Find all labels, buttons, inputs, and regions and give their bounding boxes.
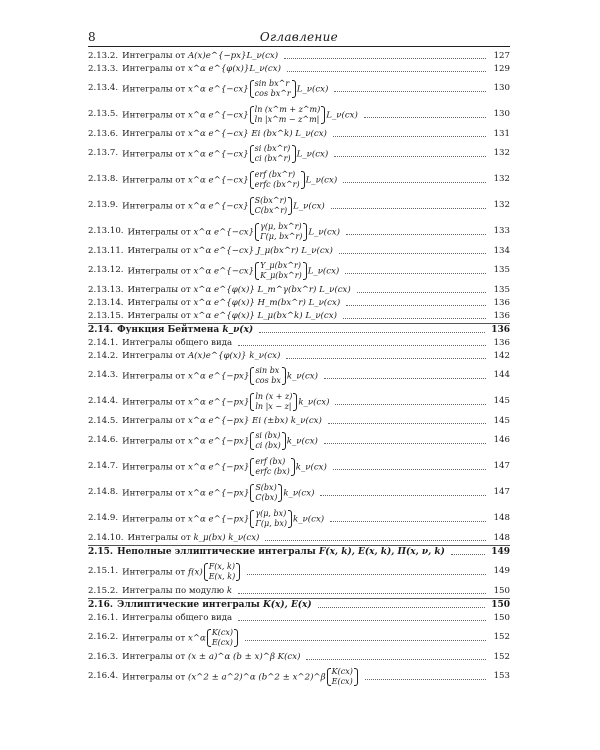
entry-formula-suffix: k_ν(cx) bbox=[286, 436, 318, 447]
entry-title bbox=[128, 222, 340, 242]
toc-entry-row[interactable] bbox=[88, 258, 510, 284]
entry-title bbox=[122, 614, 232, 624]
entry-page: 148 bbox=[493, 513, 510, 524]
dot-leader bbox=[320, 495, 486, 496]
entry-page: 135 bbox=[493, 284, 510, 295]
entry-title bbox=[117, 547, 445, 557]
entry-page: 150 bbox=[493, 612, 510, 623]
entry-title bbox=[117, 600, 312, 610]
entry-number: 2.16.1. bbox=[88, 612, 119, 623]
brace-line: si (bx) bbox=[255, 431, 281, 440]
entry-page: 136 bbox=[493, 297, 510, 308]
entry-number: 2.14.4. bbox=[88, 396, 119, 407]
brace-line: E(cx) bbox=[211, 638, 233, 647]
entry-page: 136 bbox=[493, 310, 510, 321]
entry-formula-suffix: k_ν(cx) bbox=[295, 462, 327, 473]
toc-entry-row[interactable] bbox=[88, 480, 510, 506]
brace-group bbox=[250, 170, 305, 190]
toc-entry-row[interactable] bbox=[88, 651, 510, 664]
brace-line: Γ(μ, bx) bbox=[255, 519, 288, 528]
entry-title bbox=[122, 457, 327, 477]
entry-formula-suffix: L_ν(cx) bbox=[305, 175, 338, 186]
brace-group bbox=[250, 105, 326, 125]
brace-line: Γ(μ, bx^r) bbox=[260, 232, 303, 241]
entry-title bbox=[122, 170, 337, 190]
entry-number: 2.14.2. bbox=[88, 350, 119, 361]
dot-leader bbox=[345, 273, 486, 274]
entry-formula-suffix: k_ν(cx) bbox=[283, 488, 315, 499]
entry-formula: k_μ(bx) k_ν(cx) bbox=[193, 532, 260, 543]
dot-leader bbox=[333, 469, 486, 470]
brace-line: sin bx bbox=[255, 366, 280, 375]
toc-entry-row[interactable] bbox=[88, 63, 510, 76]
dot-leader bbox=[238, 345, 486, 346]
entry-prefix: Интегралы от bbox=[122, 175, 188, 186]
entry-prefix: Интегралы от bbox=[127, 310, 194, 321]
brace-line: sin bx^r bbox=[254, 79, 290, 88]
entry-formula: x^α e^{−cx} bbox=[187, 201, 249, 212]
entry-page: 150 bbox=[493, 585, 510, 596]
dot-leader bbox=[330, 521, 486, 522]
entry-title bbox=[122, 196, 325, 216]
entry-number: 2.14.7. bbox=[88, 461, 119, 472]
brace-line: ln |x^m − z^m| bbox=[254, 115, 320, 124]
entry-formula: K(x), E(x) bbox=[262, 600, 312, 611]
toc-entry-row[interactable] bbox=[88, 245, 510, 258]
toc-entry-row[interactable] bbox=[88, 612, 510, 625]
brace-line: E(cx) bbox=[331, 677, 353, 686]
brace-group bbox=[250, 196, 293, 216]
entry-title bbox=[122, 628, 239, 648]
toc-entry-row[interactable] bbox=[88, 363, 510, 389]
entry-prefix: Интегралы от bbox=[122, 50, 188, 61]
entry-page: 136 bbox=[493, 337, 510, 348]
brace-group bbox=[255, 222, 307, 242]
entry-number: 2.13.9. bbox=[88, 200, 119, 211]
entry-prefix: Интегралы от bbox=[127, 284, 194, 295]
entry-formula-suffix: k_ν(cx) bbox=[298, 397, 330, 408]
brace-line: ln (x^m + z^m) bbox=[254, 105, 321, 114]
entry-formula-suffix: k_ν(cx) bbox=[293, 514, 325, 525]
dot-leader bbox=[334, 91, 486, 92]
brace-group bbox=[255, 261, 307, 281]
dot-leader bbox=[318, 607, 486, 608]
entry-formula: x^α e^{−px} bbox=[187, 436, 250, 447]
entry-title bbox=[122, 105, 358, 125]
entry-page: 147 bbox=[493, 461, 510, 472]
toc-entry-row[interactable] bbox=[88, 76, 510, 102]
entry-title bbox=[122, 352, 280, 362]
entry-formula: x^α e^{−cx} bbox=[187, 149, 249, 160]
toc-entry-row[interactable] bbox=[88, 50, 510, 63]
entry-prefix: Неполные эллиптические интегралы bbox=[117, 547, 319, 558]
dot-leader bbox=[343, 182, 486, 183]
entry-number: 2.15.2. bbox=[88, 585, 119, 596]
brace-line: ln |x − z| bbox=[255, 402, 292, 411]
entry-page: 152 bbox=[493, 632, 510, 643]
entry-title bbox=[122, 79, 328, 99]
dot-leader bbox=[346, 305, 486, 306]
toc-entry-row[interactable] bbox=[88, 141, 510, 167]
entry-formula: x^α e^{−px} bbox=[187, 462, 250, 473]
entry-prefix: Интегралы от bbox=[122, 651, 188, 662]
brace-group bbox=[207, 628, 238, 648]
entry-page: 148 bbox=[493, 532, 510, 543]
entry-prefix: Интегралы от bbox=[122, 201, 188, 212]
entry-number: 2.14.1. bbox=[88, 337, 119, 348]
entry-title bbox=[122, 366, 318, 386]
entry-prefix: Интегралы по модулю bbox=[122, 585, 227, 596]
entry-prefix: Интегралы общего вида bbox=[122, 337, 233, 348]
dot-leader bbox=[259, 332, 485, 333]
entry-title bbox=[122, 392, 329, 412]
entry-number: 2.16.2. bbox=[88, 632, 119, 643]
brace-group bbox=[327, 667, 358, 687]
entry-page: 153 bbox=[493, 671, 510, 682]
brace-line: K(cx) bbox=[331, 667, 353, 676]
dot-leader bbox=[364, 117, 486, 118]
entry-number: 2.13.4. bbox=[88, 83, 119, 94]
brace-line: cos bx^r bbox=[254, 89, 291, 98]
dot-leader bbox=[346, 234, 486, 235]
entry-page: 147 bbox=[493, 487, 510, 498]
entry-prefix: Интегралы от bbox=[122, 149, 188, 160]
entry-number: 2.13.13. bbox=[88, 284, 124, 295]
entry-formula: x^α e^{−cx} Ei (bx^k) L_ν(cx) bbox=[187, 128, 327, 139]
toc-entry-row[interactable] bbox=[88, 128, 510, 141]
entry-page: 132 bbox=[493, 200, 510, 211]
entry-formula: k bbox=[226, 585, 233, 596]
entry-formula: x^α e^{−px} Ei (±bx) k_ν(cx) bbox=[187, 415, 322, 426]
entry-number: 2.13.7. bbox=[88, 148, 119, 159]
entry-page: 145 bbox=[493, 415, 510, 426]
entry-number: 2.13.11. bbox=[88, 245, 124, 256]
entry-formula: x^α e^{φ(x)} H_m(bx^r) L_ν(cx) bbox=[193, 297, 341, 308]
brace-line: S(bx) bbox=[255, 483, 277, 492]
entry-prefix: Интегралы от bbox=[122, 350, 188, 361]
entry-formula: x^α e^{−cx} J_μ(bx^r) L_ν(cx) bbox=[193, 245, 333, 256]
entry-number: 2.13.12. bbox=[88, 265, 124, 276]
dot-leader bbox=[286, 358, 486, 359]
toc-entry-row[interactable] bbox=[88, 102, 510, 128]
entry-number: 2.13.8. bbox=[88, 174, 119, 185]
entry-formula: A(x)e^{φ(x)} k_ν(cx) bbox=[187, 350, 281, 361]
entry-page: 135 bbox=[493, 265, 510, 276]
dot-leader bbox=[287, 71, 486, 72]
entry-formula: k_ν(x) bbox=[222, 325, 254, 336]
brace-line: C(bx^r) bbox=[254, 206, 288, 215]
entry-title bbox=[128, 286, 351, 296]
brace-line: C(bx) bbox=[255, 493, 278, 502]
dot-leader bbox=[451, 554, 485, 555]
entry-prefix: Эллиптические интегралы bbox=[117, 600, 263, 611]
dot-leader bbox=[238, 593, 486, 594]
entry-page: 130 bbox=[493, 83, 510, 94]
entry-title bbox=[128, 312, 337, 322]
dot-leader bbox=[324, 443, 486, 444]
entry-number: 2.13.14. bbox=[88, 297, 124, 308]
entry-prefix: Интегралы от bbox=[122, 63, 188, 74]
toc-entry-row[interactable] bbox=[88, 310, 510, 323]
entry-prefix: Интегралы от bbox=[122, 110, 188, 121]
entry-prefix: Функция Бейтмена bbox=[117, 325, 223, 336]
entry-formula: x^α e^{−px} bbox=[187, 488, 250, 499]
entry-formula: x^α e^{φ(x)} L_μ(bx^k) L_ν(cx) bbox=[193, 310, 337, 321]
entry-prefix: Интегралы от bbox=[127, 297, 194, 308]
entry-prefix: Интегралы от bbox=[122, 128, 188, 139]
table-of-contents bbox=[88, 50, 510, 690]
brace-group bbox=[250, 366, 286, 386]
entry-number: 2.16.4. bbox=[88, 671, 119, 682]
dot-leader bbox=[265, 540, 486, 541]
entry-number: 2.13.5. bbox=[88, 109, 119, 120]
entry-prefix: Интегралы от bbox=[127, 266, 194, 277]
brace-line: erf (bx^r) bbox=[254, 170, 296, 179]
entry-prefix: Интегралы от bbox=[122, 633, 188, 644]
entry-prefix: Интегралы от bbox=[122, 436, 188, 447]
entry-title bbox=[122, 65, 281, 75]
entry-formula-suffix: L_ν(cx) bbox=[293, 201, 325, 212]
entry-title bbox=[122, 483, 314, 503]
entry-formula: F(x, k), E(x, k), Π(x, ν, k) bbox=[318, 547, 445, 558]
brace-line: erf (bx) bbox=[255, 457, 286, 466]
entry-formula-suffix: L_ν(cx) bbox=[308, 227, 340, 238]
toc-entry-row[interactable] bbox=[88, 454, 510, 480]
entry-formula: x^α e^{−cx} bbox=[193, 266, 255, 277]
dot-leader bbox=[334, 156, 486, 157]
toc-entry-row[interactable] bbox=[88, 193, 510, 219]
brace-line: γ(μ, bx^r) bbox=[260, 222, 302, 231]
entry-number: 2.13.2. bbox=[88, 50, 119, 61]
entry-title bbox=[122, 667, 359, 687]
dot-leader bbox=[343, 318, 486, 319]
page-number: 8 bbox=[88, 30, 96, 44]
brace-line: F(x, k) bbox=[208, 562, 235, 571]
entry-number: 2.14. bbox=[88, 325, 114, 336]
entry-formula: x^α e^{φ(x)}L_ν(cx) bbox=[187, 63, 281, 74]
entry-formula-suffix: L_ν(cx) bbox=[307, 266, 340, 277]
entry-page: 134 bbox=[493, 245, 510, 256]
entry-title bbox=[128, 247, 333, 257]
toc-entry-row[interactable] bbox=[88, 284, 510, 297]
entry-prefix: Интегралы от bbox=[122, 462, 188, 473]
brace-group bbox=[250, 431, 285, 451]
entry-number: 2.14.8. bbox=[88, 487, 119, 498]
entry-prefix: Интегралы от bbox=[122, 397, 188, 408]
header-title: Оглавление bbox=[259, 30, 339, 44]
dot-leader bbox=[357, 292, 486, 293]
entry-formula-suffix: L_ν(cx) bbox=[296, 84, 329, 95]
entry-title bbox=[122, 587, 232, 597]
brace-line: ln (x + z) bbox=[255, 392, 293, 401]
entry-formula: f(x) bbox=[187, 567, 203, 578]
entry-page: 144 bbox=[493, 370, 510, 381]
entry-formula: x^α bbox=[187, 633, 206, 644]
brace-line: si (bx^r) bbox=[254, 144, 291, 153]
entry-title bbox=[117, 325, 253, 335]
toc-entry-row[interactable] bbox=[88, 532, 510, 545]
entry-title bbox=[122, 431, 318, 451]
entry-number: 2.13.3. bbox=[88, 63, 119, 74]
dot-leader bbox=[333, 136, 486, 137]
brace-line: erfc (bx) bbox=[255, 467, 290, 476]
entry-prefix: Интегралы от bbox=[122, 567, 188, 578]
dot-leader bbox=[335, 404, 486, 405]
entry-number: 2.14.3. bbox=[88, 370, 119, 381]
toc-entry-row[interactable] bbox=[88, 350, 510, 363]
entry-formula: x^α e^{−px} bbox=[187, 514, 250, 525]
entry-formula: x^α e^{−cx} bbox=[193, 227, 255, 238]
entry-page: 149 bbox=[491, 547, 510, 558]
entry-page: 150 bbox=[491, 600, 510, 611]
toc-entry-row[interactable] bbox=[88, 428, 510, 454]
brace-line: E(x, k) bbox=[208, 572, 236, 581]
entry-formula: A(x)e^{−px}L_ν(cx) bbox=[187, 50, 279, 61]
entry-page: 127 bbox=[493, 50, 510, 61]
entry-prefix: Интегралы от bbox=[127, 245, 194, 256]
entry-page: 133 bbox=[493, 226, 510, 237]
brace-line: S(bx^r) bbox=[254, 196, 287, 205]
toc-entry-row[interactable] bbox=[88, 585, 510, 598]
entry-formula: x^α e^{−cx} bbox=[187, 110, 249, 121]
dot-leader bbox=[247, 574, 486, 575]
entry-formula: x^α e^{−cx} bbox=[187, 84, 249, 95]
entry-number: 2.15. bbox=[88, 547, 114, 558]
brace-group bbox=[250, 144, 296, 164]
brace-group bbox=[250, 483, 282, 503]
entry-page: 145 bbox=[493, 396, 510, 407]
entry-number: 2.14.5. bbox=[88, 415, 119, 426]
entry-formula: (x ± a)^α (b ± x)^β K(cx) bbox=[187, 651, 301, 662]
entry-formula: x^α e^{−cx} bbox=[187, 175, 249, 186]
entry-title bbox=[122, 339, 232, 349]
entry-page: 129 bbox=[493, 63, 510, 74]
entry-page: 136 bbox=[491, 325, 510, 336]
entry-page: 149 bbox=[493, 566, 510, 577]
entry-number: 2.13.6. bbox=[88, 128, 119, 139]
entry-prefix: Интегралы от bbox=[122, 514, 188, 525]
toc-entry-row[interactable] bbox=[88, 219, 510, 245]
entry-page: 130 bbox=[493, 109, 510, 120]
entry-prefix: Интегралы общего вида bbox=[122, 612, 233, 623]
entry-title bbox=[128, 299, 341, 309]
entry-page: 142 bbox=[493, 350, 510, 361]
entry-prefix: Интегралы от bbox=[127, 227, 194, 238]
toc-entry-row[interactable] bbox=[88, 506, 510, 532]
page-header bbox=[88, 30, 510, 47]
brace-group bbox=[250, 457, 294, 477]
dot-leader bbox=[324, 378, 486, 379]
entry-number: 2.13.15. bbox=[88, 310, 124, 321]
entry-title bbox=[122, 562, 241, 582]
entry-page: 131 bbox=[493, 128, 510, 139]
entry-number: 2.13.10. bbox=[88, 226, 124, 237]
entry-number: 2.14.9. bbox=[88, 513, 119, 524]
toc-section-row[interactable] bbox=[88, 598, 510, 612]
toc-entry-row[interactable] bbox=[88, 415, 510, 428]
dot-leader bbox=[238, 620, 486, 621]
brace-line: K_μ(bx^r) bbox=[260, 271, 302, 280]
entry-prefix: Интегралы от bbox=[122, 371, 188, 382]
toc-entry-row[interactable] bbox=[88, 297, 510, 310]
brace-line: Y_μ(bx^r) bbox=[260, 261, 301, 270]
dot-leader bbox=[331, 208, 486, 209]
entry-number: 2.14.6. bbox=[88, 435, 119, 446]
toc-entry-row[interactable] bbox=[88, 559, 510, 585]
dot-leader bbox=[284, 58, 486, 59]
toc-entry-row[interactable] bbox=[88, 625, 510, 651]
entry-number: 2.15.1. bbox=[88, 566, 119, 577]
brace-group bbox=[250, 392, 297, 412]
entry-title bbox=[128, 534, 260, 544]
entry-prefix: Интегралы от bbox=[122, 415, 188, 426]
entry-prefix: Интегралы от bbox=[122, 672, 188, 683]
toc-entry-row[interactable] bbox=[88, 337, 510, 350]
entry-title bbox=[122, 417, 322, 427]
brace-line: ci (bx) bbox=[255, 441, 281, 450]
entry-title bbox=[122, 144, 328, 164]
entry-formula-suffix: L_ν(cx) bbox=[296, 149, 329, 160]
entry-number: 2.16. bbox=[88, 600, 114, 611]
entry-prefix: Интегралы от bbox=[122, 488, 188, 499]
dot-leader bbox=[306, 659, 486, 660]
entry-title bbox=[122, 130, 327, 140]
entry-page: 132 bbox=[493, 174, 510, 185]
brace-line: K(cx) bbox=[211, 628, 234, 637]
entry-title bbox=[122, 52, 278, 62]
dot-leader bbox=[328, 423, 486, 424]
brace-line: ci (bx^r) bbox=[254, 154, 291, 163]
entry-page: 132 bbox=[493, 148, 510, 159]
brace-line: γ(μ, bx) bbox=[255, 509, 287, 518]
brace-group bbox=[204, 562, 241, 582]
entry-formula: (x^2 ± a^2)^α (b^2 ± x^2)^β bbox=[187, 672, 326, 683]
entry-number: 2.16.3. bbox=[88, 651, 119, 662]
dot-leader bbox=[339, 253, 486, 254]
entry-formula-suffix: L_ν(cx) bbox=[326, 110, 358, 121]
toc-entry-row[interactable] bbox=[88, 167, 510, 193]
entry-prefix: Интегралы от bbox=[122, 84, 188, 95]
toc-section-row[interactable] bbox=[88, 323, 510, 337]
toc-entry-row[interactable] bbox=[88, 389, 510, 415]
entry-formula-suffix: k_ν(cx) bbox=[286, 371, 318, 382]
entry-page: 146 bbox=[493, 435, 510, 446]
entry-title bbox=[128, 261, 340, 281]
toc-section-row[interactable] bbox=[88, 545, 510, 559]
dot-leader bbox=[245, 640, 486, 641]
dot-leader bbox=[365, 679, 486, 680]
toc-entry-row[interactable] bbox=[88, 664, 510, 690]
brace-line: erfc (bx^r) bbox=[254, 180, 300, 189]
brace-group bbox=[250, 79, 296, 99]
entry-title bbox=[122, 509, 324, 529]
entry-page: 152 bbox=[493, 651, 510, 662]
brace-group bbox=[250, 509, 292, 529]
entry-formula: x^α e^{−px} bbox=[187, 371, 250, 382]
entry-formula: x^α e^{−px} bbox=[187, 397, 250, 408]
entry-formula: x^α e^{φ(x)} L_m^γ(bx^r) L_ν(cx) bbox=[193, 284, 351, 295]
brace-line: cos bx bbox=[255, 376, 281, 385]
entry-prefix: Интегралы от bbox=[127, 532, 194, 543]
entry-number: 2.14.10. bbox=[88, 532, 124, 543]
entry-title bbox=[122, 653, 300, 663]
